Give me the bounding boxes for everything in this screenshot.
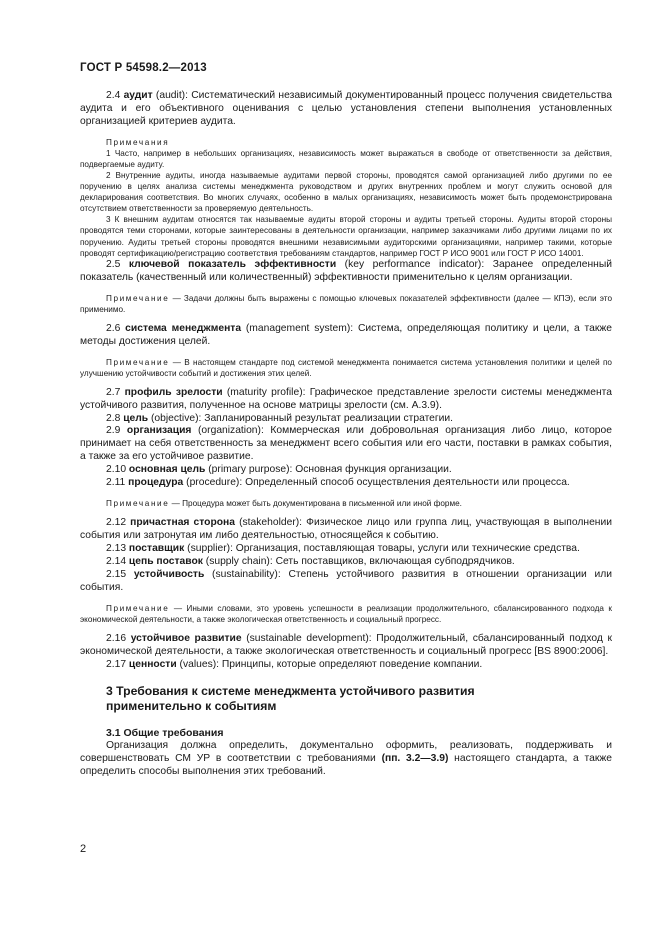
definition-2-12: 2.12 причастная сторона (stakeholder): Физическое лицо или группа лиц, участвующая в выполнении события или затронутая им либо деятельностью, относящейся к событию. xyxy=(80,517,612,541)
definition-2-6: 2.6 система менеджмента (management system): Система, определяющая политику и цели, а также методы достижения целей. xyxy=(80,322,612,347)
definition-2-14: 2.14 цепь поставок (supply chain): Сеть поставщиков, включающая субподрядчиков. xyxy=(106,555,515,567)
definition-2-15: 2.15 устойчивость (sustainability): Степень устойчивого развития в отношении организации или события. xyxy=(80,568,612,593)
notes-label: Примечания xyxy=(106,137,170,147)
definition-2-16: 2.16 устойчивое развитие (sustainable development): Продолжительный, сбалансированный подход к экономической деятельности, а также экологическая ответственность и социальный прогресс [BS 8900:2006]. xyxy=(80,632,612,657)
term: аудит xyxy=(123,90,153,101)
note-2-6: Примечание — В настоящем стандарте под системой менеджмента понимается система установления политики и целей по улучшению устойчивости событий и достижения этих целей. xyxy=(80,357,612,378)
subsection-3-1-heading: 3.1 Общие требования xyxy=(106,727,224,740)
page-header: ГОСТ Р 54598.2—2013 xyxy=(80,62,207,74)
page-content xyxy=(80,90,612,779)
definition-2-4: 2.4 аудит (audit): Систематический независимый документированный процесс получения свидетельства аудита и его объективного оценивания с целью установления степени выполнения установленных организацией критериев аудита. xyxy=(80,90,612,127)
definition-2-11: 2.11 процедура (procedure): Определенный способ осуществления деятельности или процесса. xyxy=(106,477,570,489)
section-3-heading: 3 Требования к системе менеджмента устойчивого развития применительно к событиям xyxy=(106,684,475,714)
page-number: 2 xyxy=(80,843,87,855)
note-1: 1 Часто, например в небольших организациях, независимость может выражаться в свободе от ответственности за действия, подвергаемые аудиту. xyxy=(80,148,612,169)
note-2-11: Примечание — Процедура может быть документирована в письменной или иной форме. xyxy=(106,499,462,508)
note-2-15: Примечание — Иными словами, это уровень успешности в реализации продолжительного, сбалансированного подхода к экономической деятельности, а также экологическая ответственность и социальный прогресс. xyxy=(80,603,612,624)
definition-2-10: 2.10 основная цель (primary purpose): Основная функция организации. xyxy=(106,464,452,476)
note-3: 3 К внешним аудитам относятся так называемые аудиты второй стороны и аудиты третьей стороны. Аудиты второй стороны проводятся теми сторонами, которые заинтересованы в деятельности организации, например заказчиками либо другими лицами по их поручению. Аудиты третьей стороны проводятся внешними независимыми аудиторскими организациями, например такими, которые проводят сертификацию/регистрацию соответствия требованиям стандартов, например ГОСТ Р ИСО 9001 или ГОСТ Р ИСО 14001. xyxy=(80,215,612,258)
note-2: 2 Внутренние аудиты, иногда называемые аудитами первой стороны, проводятся самой организацией либо другими по ее поручению в целях анализа системы менеджмента руководством и других внутренних проблем и могут служить основой для декларирования соответствия. Во многих случаях, особенно в малых организациях, независимость может быть продемонстрирована отсутствием ответственности за проверяемую деятельность. xyxy=(80,171,612,214)
definition-2-7: 2.7 профиль зрелости (maturity profile): Графическое представление зрелости системы менеджмента устойчивого развития, полученное на основе матрицы зрелости (см. А.3.9). xyxy=(80,386,612,411)
note-2-5: Примечание — Задачи должны быть выражены с помощью ключевых показателей эффективности (далее — КПЭ), если это применимо. xyxy=(80,293,612,314)
definition-2-5: 2.5 ключевой показатель эффективности (key performance indicator): Заранее определенный показатель (качественный или количественный) эффективности применительно к целям организации. xyxy=(80,258,612,283)
definition-2-8: 2.8 цель (objective): Запланированный результат реализации стратегии. xyxy=(106,412,454,424)
definition-2-17: 2.17 ценности (values): Принципы, которые определяют поведение компании. xyxy=(106,658,483,670)
subsection-3-1-body: Организация должна определить, документально оформить, реализовать, поддерживать и совершенствовать СМ УР в соответствии с требованиями (пп. 3.2—3.9) настоящего стандарта, а также определить способы выполнения этих требований. xyxy=(80,740,612,778)
definition-2-9: 2.9 организация (organization): Коммерческая или добровольная организация либо лицо, которое принимает на себя ответственность за менеджмент всего события или его части, поставки в рамках события, а также за его устойчивое развитие. xyxy=(80,425,612,463)
definition-2-13: 2.13 поставщик (supplier): Организация, поставляющая товары, услуги или технические средства. xyxy=(106,542,580,554)
